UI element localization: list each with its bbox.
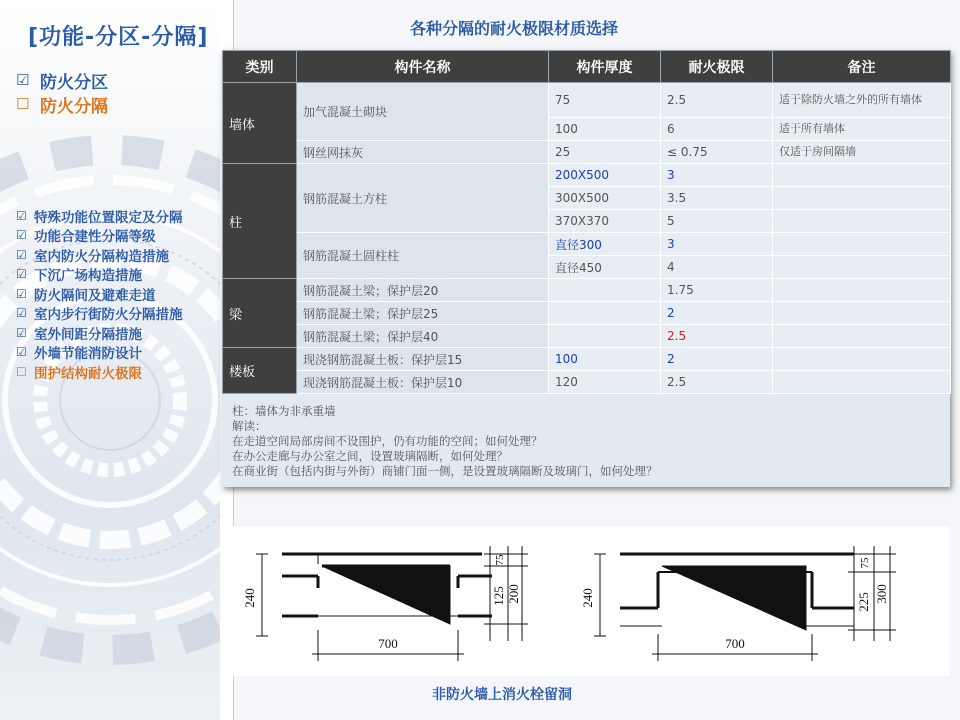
dim-b-label: 75 bbox=[494, 554, 506, 566]
remark-cell: 适于所有墙体 bbox=[773, 118, 951, 141]
dim-width-label: 700 bbox=[725, 636, 745, 651]
dim-width-label: 700 bbox=[378, 636, 398, 651]
category-cell: 楼板 bbox=[223, 348, 297, 394]
note-line: 在走道空间局部房间不设围护，仍有功能的空间；如何处理？ bbox=[232, 434, 543, 448]
remark-cell bbox=[773, 302, 951, 325]
checkbox-empty-icon: ☐ bbox=[16, 364, 27, 379]
remark-cell bbox=[773, 233, 951, 256]
thickness-cell: 直径300 bbox=[549, 233, 661, 256]
header-remark: 备注 bbox=[773, 51, 951, 83]
limit-cell: 3 bbox=[661, 164, 773, 187]
sub-nav-label: 特殊功能位置限定及分隔 bbox=[34, 209, 183, 226]
component-cell: 加气混凝土砌块 bbox=[297, 83, 549, 141]
drawing-caption: 非防火墙上消火栓留洞 bbox=[432, 687, 572, 703]
thickness-cell bbox=[549, 325, 661, 348]
nav-item-label: 防火分区 bbox=[40, 72, 108, 93]
table-row bbox=[223, 302, 951, 325]
dim-c-label: 200 bbox=[506, 584, 521, 604]
component-cell: 钢筋混凝土方柱 bbox=[297, 164, 549, 233]
sub-nav-label: 防火隔间及避难走道 bbox=[34, 287, 156, 304]
thickness-cell: 直径450 bbox=[549, 256, 661, 279]
thickness-cell: 370X370 bbox=[549, 210, 661, 233]
main-nav bbox=[16, 68, 108, 116]
checkbox-checked-icon: ☑ bbox=[16, 306, 27, 321]
section-title: [功能-分区-分隔] bbox=[28, 25, 209, 50]
sub-nav-label: 室内步行街防火分隔措施 bbox=[34, 307, 183, 324]
remark-cell bbox=[773, 256, 951, 279]
table-row bbox=[223, 325, 951, 348]
sub-nav-label: 围护结构耐火极限 bbox=[34, 365, 142, 382]
detail-drawings bbox=[222, 526, 950, 676]
sub-nav-item[interactable] bbox=[16, 343, 183, 363]
note-line: 在办公走廊与办公室之间，设置玻璃隔断，如何处理？ bbox=[232, 449, 508, 463]
dim-b-label: 75 bbox=[859, 557, 871, 569]
remark-cell bbox=[773, 371, 951, 394]
fire-rating-table-panel bbox=[222, 50, 950, 487]
category-cell: 柱 bbox=[223, 164, 297, 279]
thickness-cell bbox=[549, 302, 661, 325]
thickness-cell: 120 bbox=[549, 371, 661, 394]
sub-nav-item[interactable] bbox=[16, 284, 183, 304]
remark-cell bbox=[773, 187, 951, 210]
limit-cell: 2.5 bbox=[661, 325, 773, 348]
component-cell: 现浇钢筋混凝土板：保护层15 bbox=[297, 348, 549, 371]
remark-cell: 适于除防火墙之外的所有墙体 bbox=[773, 83, 951, 118]
note-line: 在商业街（包括内街与外街）商铺门面一侧，是设置玻璃隔断及玻璃门，如何处理？ bbox=[232, 464, 658, 478]
checkbox-checked-icon: ☑ bbox=[16, 208, 27, 223]
dim-a-label: 125 bbox=[491, 586, 506, 606]
table-row bbox=[223, 279, 951, 302]
header-thickness: 构件厚度 bbox=[549, 51, 661, 83]
thickness-cell: 300X500 bbox=[549, 187, 661, 210]
thickness-cell: 75 bbox=[549, 83, 661, 118]
right-detail-drawing bbox=[580, 546, 896, 661]
header-category: 类别 bbox=[223, 51, 297, 83]
note-line: 解读： bbox=[232, 419, 267, 433]
component-cell: 现浇钢筋混凝土板：保护层10 bbox=[297, 371, 549, 394]
limit-cell: 5 bbox=[661, 210, 773, 233]
thickness-cell: 200X500 bbox=[549, 164, 661, 187]
limit-cell: 2.5 bbox=[661, 371, 773, 394]
limit-cell: 6 bbox=[661, 118, 773, 141]
checkbox-checked-icon: ☑ bbox=[16, 71, 30, 89]
limit-cell: 2 bbox=[661, 348, 773, 371]
thickness-cell: 100 bbox=[549, 118, 661, 141]
sub-nav-item-active[interactable] bbox=[16, 362, 183, 382]
header-fire-limit: 耐火极限 bbox=[661, 51, 773, 83]
sub-nav-label: 室外间距分隔措施 bbox=[34, 326, 142, 343]
sub-nav-item[interactable] bbox=[16, 206, 183, 226]
sub-nav-label: 外墙节能消防设计 bbox=[34, 346, 142, 363]
checkbox-checked-icon: ☑ bbox=[16, 345, 27, 360]
limit-cell: 2 bbox=[661, 302, 773, 325]
nav-item-fire-zone[interactable] bbox=[16, 68, 108, 92]
limit-cell: 3 bbox=[661, 233, 773, 256]
limit-cell: 4 bbox=[661, 256, 773, 279]
checkbox-empty-icon: ☐ bbox=[16, 95, 30, 113]
remark-cell bbox=[773, 210, 951, 233]
table-title: 各种分隔的耐火极限材质选择 bbox=[409, 19, 618, 38]
sub-nav-label: 下沉广场构造措施 bbox=[34, 268, 142, 285]
thickness-cell: 100 bbox=[549, 348, 661, 371]
limit-cell: 2.5 bbox=[661, 83, 773, 118]
checkbox-checked-icon: ☑ bbox=[16, 228, 27, 243]
left-detail-drawing bbox=[242, 546, 528, 661]
table-notes bbox=[222, 394, 950, 487]
note-line: 柱：墙体为非承重墙 bbox=[232, 404, 336, 418]
dim-c-label: 300 bbox=[874, 584, 889, 604]
sub-nav-label: 室内防火分隔构造措施 bbox=[34, 248, 169, 265]
remark-cell bbox=[773, 325, 951, 348]
table-row bbox=[223, 141, 951, 164]
sub-nav-item[interactable] bbox=[16, 245, 183, 265]
limit-cell: ≤ 0.75 bbox=[661, 141, 773, 164]
table-row bbox=[223, 233, 951, 256]
checkbox-checked-icon: ☑ bbox=[16, 267, 27, 282]
sub-nav-item[interactable] bbox=[16, 226, 183, 246]
sub-nav-item[interactable] bbox=[16, 265, 183, 285]
thickness-cell bbox=[549, 279, 661, 302]
dim-a-label: 225 bbox=[856, 592, 871, 612]
remark-cell bbox=[773, 164, 951, 187]
header-component: 构件名称 bbox=[297, 51, 549, 83]
nav-item-label: 防火分隔 bbox=[40, 96, 108, 117]
checkbox-checked-icon: ☑ bbox=[16, 286, 27, 301]
fire-rating-table bbox=[222, 50, 951, 394]
remark-cell: 仅适于房间隔墙 bbox=[773, 141, 951, 164]
limit-cell: 1.75 bbox=[661, 279, 773, 302]
remark-cell bbox=[773, 279, 951, 302]
sub-nav bbox=[16, 206, 183, 382]
dim-height-label: 240 bbox=[242, 588, 257, 608]
table-row bbox=[223, 371, 951, 394]
component-cell: 钢筋混凝土梁；保护层40 bbox=[297, 325, 549, 348]
limit-cell: 3.5 bbox=[661, 187, 773, 210]
checkbox-checked-icon: ☑ bbox=[16, 247, 27, 262]
table-row bbox=[223, 83, 951, 118]
sub-nav-label: 功能合建性分隔等级 bbox=[34, 229, 156, 246]
remark-cell bbox=[773, 348, 951, 371]
component-cell: 钢筋混凝土圆柱柱 bbox=[297, 233, 549, 279]
sub-nav-item[interactable] bbox=[16, 304, 183, 324]
hydrant-opening-drawings bbox=[222, 526, 950, 676]
table-row bbox=[223, 348, 951, 371]
thickness-cell: 25 bbox=[549, 141, 661, 164]
component-cell: 钢筋混凝土梁；保护层25 bbox=[297, 302, 549, 325]
table-header-row bbox=[223, 51, 951, 83]
component-cell: 钢筋混凝土梁；保护层20 bbox=[297, 279, 549, 302]
component-cell: 钢丝网抹灰 bbox=[297, 141, 549, 164]
checkbox-checked-icon: ☑ bbox=[16, 325, 27, 340]
table-row bbox=[223, 164, 951, 187]
sub-nav-item[interactable] bbox=[16, 323, 183, 343]
category-cell: 梁 bbox=[223, 279, 297, 348]
category-cell: 墙体 bbox=[223, 83, 297, 164]
dim-height-label: 240 bbox=[580, 588, 595, 608]
left-sidebar bbox=[0, 0, 220, 720]
nav-item-fire-separation[interactable] bbox=[16, 92, 108, 116]
